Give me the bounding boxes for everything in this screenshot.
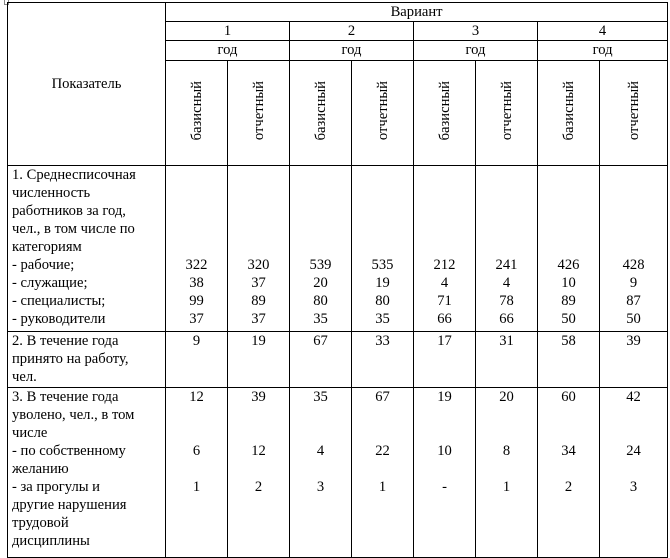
indicator-label-line: 1. Среднесписочная [12,167,136,183]
value-line [600,184,667,202]
value-line: 8 [502,443,511,459]
value-cell [290,166,352,332]
value-line: 35 [313,311,328,327]
value-line: 535 [371,257,394,273]
value-line [352,532,413,550]
value-line: 35 [375,311,390,327]
value-cell [352,166,414,332]
value-line [290,514,351,532]
indicator-label-line: - за прогулы и [12,479,100,495]
base-year-header: базисный [560,80,577,141]
value-line [352,460,413,478]
value-line: 10 [437,443,452,459]
value-line: 19 [437,389,452,405]
value-line [600,460,667,478]
value-line [352,184,413,202]
value-line [476,238,537,256]
variant-number: 3 [414,22,538,41]
value-line: 58 [561,333,576,349]
indicator-label-line: дисциплины [12,533,90,549]
value-line [414,406,475,424]
value-line [290,202,351,220]
value-cell [166,332,228,388]
value-line [538,496,599,514]
value-line [538,202,599,220]
value-line [228,460,289,478]
value-line [228,532,289,550]
value-line [166,514,227,532]
value-line: 37 [189,311,204,327]
value-line: 80 [313,293,328,309]
report-year-header: отчетный [625,80,642,141]
indicator-label-line: желанию [12,461,69,477]
value-line: 12 [189,389,204,405]
indicator-label [8,332,166,388]
value-line [414,514,475,532]
variant-number: 4 [538,22,668,41]
value-line [414,202,475,220]
indicator-label-line: принято на работу, [12,351,129,367]
value-line: 37 [251,311,266,327]
value-line: 22 [375,443,390,459]
value-line: 1 [378,479,387,495]
value-cell [476,166,538,332]
indicator-label-line: - по собственному [12,443,126,459]
value-line: 9 [629,275,638,291]
value-line [476,184,537,202]
base-year-header: базисный [436,80,453,141]
report-year-header: отчетный [374,80,391,141]
value-line [538,460,599,478]
value-line: 4 [316,443,325,459]
value-line: 67 [313,333,328,349]
value-line: 34 [561,443,576,459]
indicator-label-line: трудовой [12,515,69,531]
value-line: 38 [189,275,204,291]
value-line: 89 [251,293,266,309]
year-header: год [538,41,668,61]
indicator-label-line: чел. [12,369,37,385]
value-line [166,460,227,478]
value-line [600,166,667,184]
value-cell [166,166,228,332]
value-line: 33 [375,333,390,349]
value-line [228,184,289,202]
indicator-label-line: другие нарушения [12,497,127,513]
value-line [476,202,537,220]
value-line: 322 [185,257,208,273]
value-line: 17 [437,333,452,349]
value-line [414,496,475,514]
value-line: 31 [499,333,514,349]
value-line: 3 [629,479,638,495]
value-line [228,496,289,514]
value-line [538,532,599,550]
indicator-label [8,388,166,558]
value-line: 99 [189,293,204,309]
value-line: 71 [437,293,452,309]
value-cell [414,166,476,332]
value-line [600,406,667,424]
value-cell [290,332,352,388]
value-line [538,220,599,238]
value-line [290,460,351,478]
value-line: 19 [375,275,390,291]
value-line [166,202,227,220]
value-line: 19 [251,333,266,349]
value-line [290,238,351,256]
value-line: 66 [437,311,452,327]
value-line [290,184,351,202]
value-line: 66 [499,311,514,327]
value-cell [290,388,352,558]
value-line [476,166,537,184]
value-line [600,238,667,256]
value-line: 42 [626,389,641,405]
indicator-label-line: 2. В течение года [12,333,119,349]
value-line [228,406,289,424]
report-year-header: отчетный [498,80,515,141]
value-line: 50 [561,311,576,327]
value-line: 2 [254,479,263,495]
value-line [228,238,289,256]
value-cell [476,332,538,388]
value-line: 50 [626,311,641,327]
value-cell [538,388,600,558]
table-row [8,166,668,332]
value-line [538,514,599,532]
indicator-label-line: - специалисты; [12,293,106,309]
value-line [600,532,667,550]
value-line [290,166,351,184]
value-cell [228,166,290,332]
value-line [166,184,227,202]
value-line: 10 [561,275,576,291]
value-line [166,532,227,550]
value-line [166,238,227,256]
value-line: 241 [495,257,518,273]
value-line [600,514,667,532]
value-line: 20 [499,389,514,405]
value-line: 12 [251,443,266,459]
indicator-label-line: числе [12,425,48,441]
value-line: - [442,479,447,495]
value-line [476,424,537,442]
indicator-label-line: - служащие; [12,275,88,291]
value-cell [414,332,476,388]
value-line [600,220,667,238]
indicator-label-line: категориям [12,239,82,255]
value-line [352,514,413,532]
value-line [538,238,599,256]
indicator-label-line: работников за год, [12,203,126,219]
value-line [290,220,351,238]
value-cell [538,332,600,388]
year-header: год [414,41,538,61]
value-line [414,460,475,478]
value-line [228,220,289,238]
value-cell [166,388,228,558]
value-line [476,514,537,532]
value-line [538,424,599,442]
value-line: 1 [192,479,201,495]
value-line: 37 [251,275,266,291]
value-line: 426 [557,257,580,273]
value-line [352,238,413,256]
value-line [290,424,351,442]
value-line [414,238,475,256]
year-header: год [290,41,414,61]
variant-number: 2 [290,22,414,41]
value-line [352,166,413,184]
indicator-label-line: чел., в том числе по [12,221,135,237]
value-line [414,166,475,184]
variant-number: 1 [166,22,290,41]
value-line [166,406,227,424]
value-line [290,532,351,550]
value-line: 212 [433,257,456,273]
value-cell [476,388,538,558]
value-line [352,424,413,442]
value-line: 89 [561,293,576,309]
value-cell [352,388,414,558]
value-line: 24 [626,443,641,459]
indicators-table [7,2,668,558]
value-line [476,496,537,514]
report-year-header: отчетный [250,80,267,141]
value-line: 6 [192,443,201,459]
value-cell [600,332,668,388]
value-cell [228,388,290,558]
value-line: 4 [502,275,511,291]
value-line [476,220,537,238]
value-line [290,406,351,424]
value-line: 4 [440,275,449,291]
table-body [8,166,668,558]
base-year-header: базисный [188,80,205,141]
value-line [600,424,667,442]
value-line: 87 [626,293,641,309]
value-cell [600,388,668,558]
value-cell [352,332,414,388]
table-row [8,388,668,558]
value-line [476,532,537,550]
value-line: 80 [375,293,390,309]
value-line [538,406,599,424]
value-cell [538,166,600,332]
value-line: 20 [313,275,328,291]
indicator-label-line: - руководители [12,311,106,327]
value-line: 539 [309,257,332,273]
value-line: 78 [499,293,514,309]
indicator-label-line: 3. В течение года [12,389,119,405]
indicator-label-line: - рабочие; [12,257,75,273]
value-line [166,496,227,514]
value-line [600,496,667,514]
indicator-label-line: уволено, чел., в том [12,407,135,423]
value-line: 60 [561,389,576,405]
variant-header: Вариант [166,3,668,22]
value-line [476,460,537,478]
value-line [228,514,289,532]
value-line: 1 [502,479,511,495]
value-line [166,220,227,238]
value-line [352,496,413,514]
value-line: 320 [247,257,270,273]
value-line [414,184,475,202]
value-cell [414,388,476,558]
value-line [166,424,227,442]
value-line: 67 [375,389,390,405]
value-line [476,406,537,424]
value-line: 2 [564,479,573,495]
value-line [414,424,475,442]
table-row [8,332,668,388]
value-line: 3 [316,479,325,495]
value-line [600,202,667,220]
value-line [352,220,413,238]
value-line [414,220,475,238]
value-line: 35 [313,389,328,405]
value-line: 39 [251,389,266,405]
value-line [538,166,599,184]
indicator-label-line: численность [12,185,91,201]
value-line: 428 [622,257,645,273]
value-line [352,202,413,220]
indicator-header: Показатель [8,3,166,166]
value-line [228,166,289,184]
value-line [228,202,289,220]
indicator-label [8,166,166,332]
value-line [166,166,227,184]
value-line: 39 [626,333,641,349]
base-year-header: базисный [312,80,329,141]
value-line: 9 [192,333,201,349]
value-line [538,184,599,202]
value-line [414,532,475,550]
value-cell [600,166,668,332]
value-line [290,496,351,514]
value-cell [228,332,290,388]
value-line [352,406,413,424]
year-header: год [166,41,290,61]
value-line [228,424,289,442]
